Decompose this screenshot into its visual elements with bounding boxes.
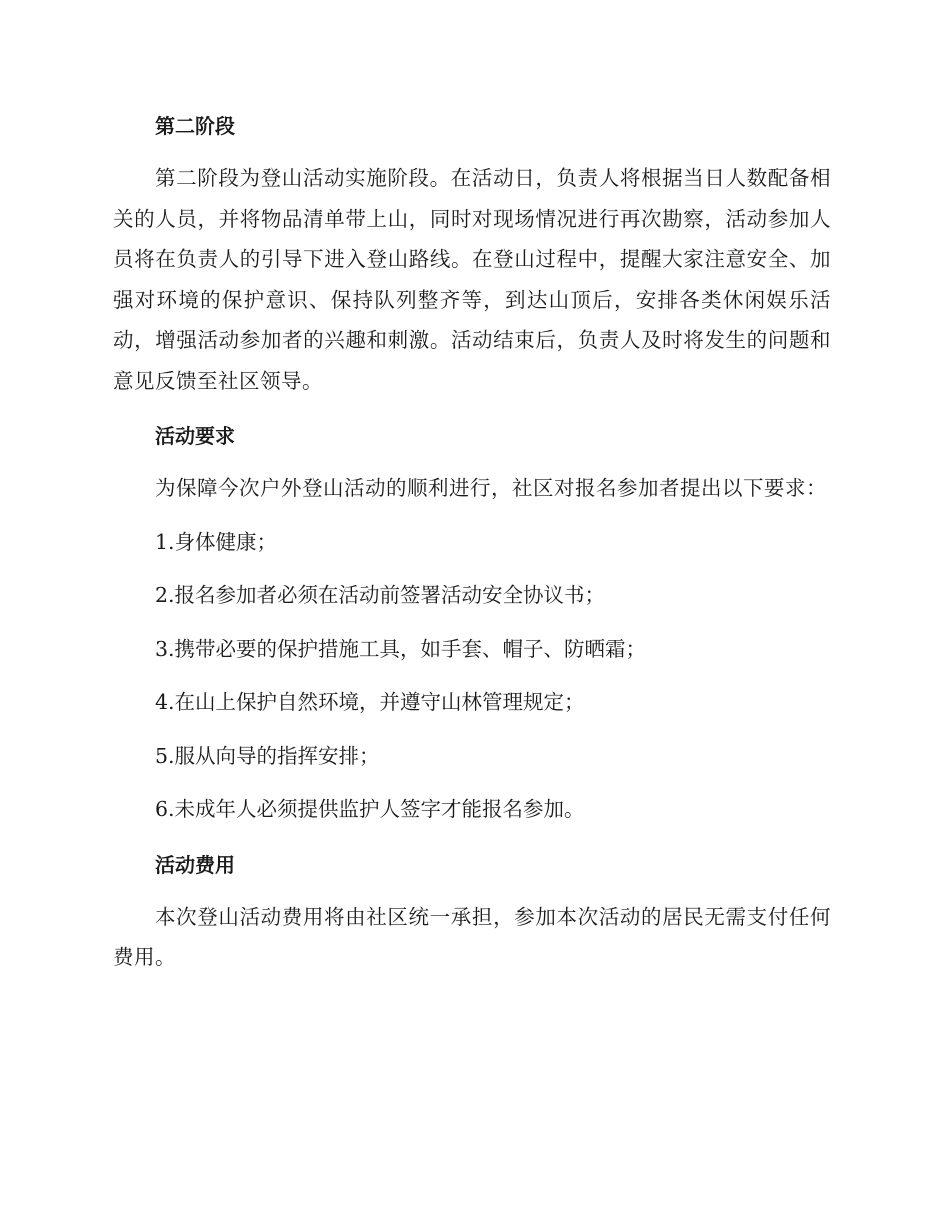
section-heading-requirements: 活动要求: [155, 424, 235, 448]
section-heading-stage-two: 第二阶段: [155, 114, 235, 138]
list-item: 3.携带必要的保护措施工具，如手套、帽子、防晒霜；: [155, 636, 647, 661]
list-item: 4.在山上保护自然环境，并遵守山林管理规定；: [155, 690, 585, 714]
document-page: [113, 104, 831, 991]
requirements-list: [113, 522, 831, 830]
list-item: 2.报名参加者必须在活动前签署活动安全协议书；: [155, 583, 606, 607]
costs-paragraph: 本次登山活动费用将由社区统一承担，参加本次活动的居民无需支付任何费用。: [113, 904, 831, 969]
list-item: 1.身体健康；: [155, 529, 278, 554]
stage-two-paragraph: 第二阶段为登山活动实施阶段。在活动日，负责人将根据当日人数配备相关的人员，并将物品清单带上山，同时对现场情况进行再次勘察，活动参加人员将在负责人的引导下进入登山路线。在登山过程中，提醒大家注意安全、加强对环境的保护意识、保持队列整齐等，到达山顶后，安排各类休闲娱乐活动，增强活动参加者的兴趣和刺激。活动结束后，负责人及时将发生的问题和意见反馈至社区领导。: [113, 166, 831, 393]
list-item: 5.服从向导的指挥安排；: [155, 743, 380, 768]
requirements-intro-paragraph: 为保障今次户外登山活动的顺利进行，社区对报名参加者提出以下要求：: [155, 476, 827, 500]
section-heading-costs: 活动费用: [155, 852, 235, 877]
list-item: 6.未成年人必须提供监护人签字才能报名参加。: [155, 797, 585, 821]
